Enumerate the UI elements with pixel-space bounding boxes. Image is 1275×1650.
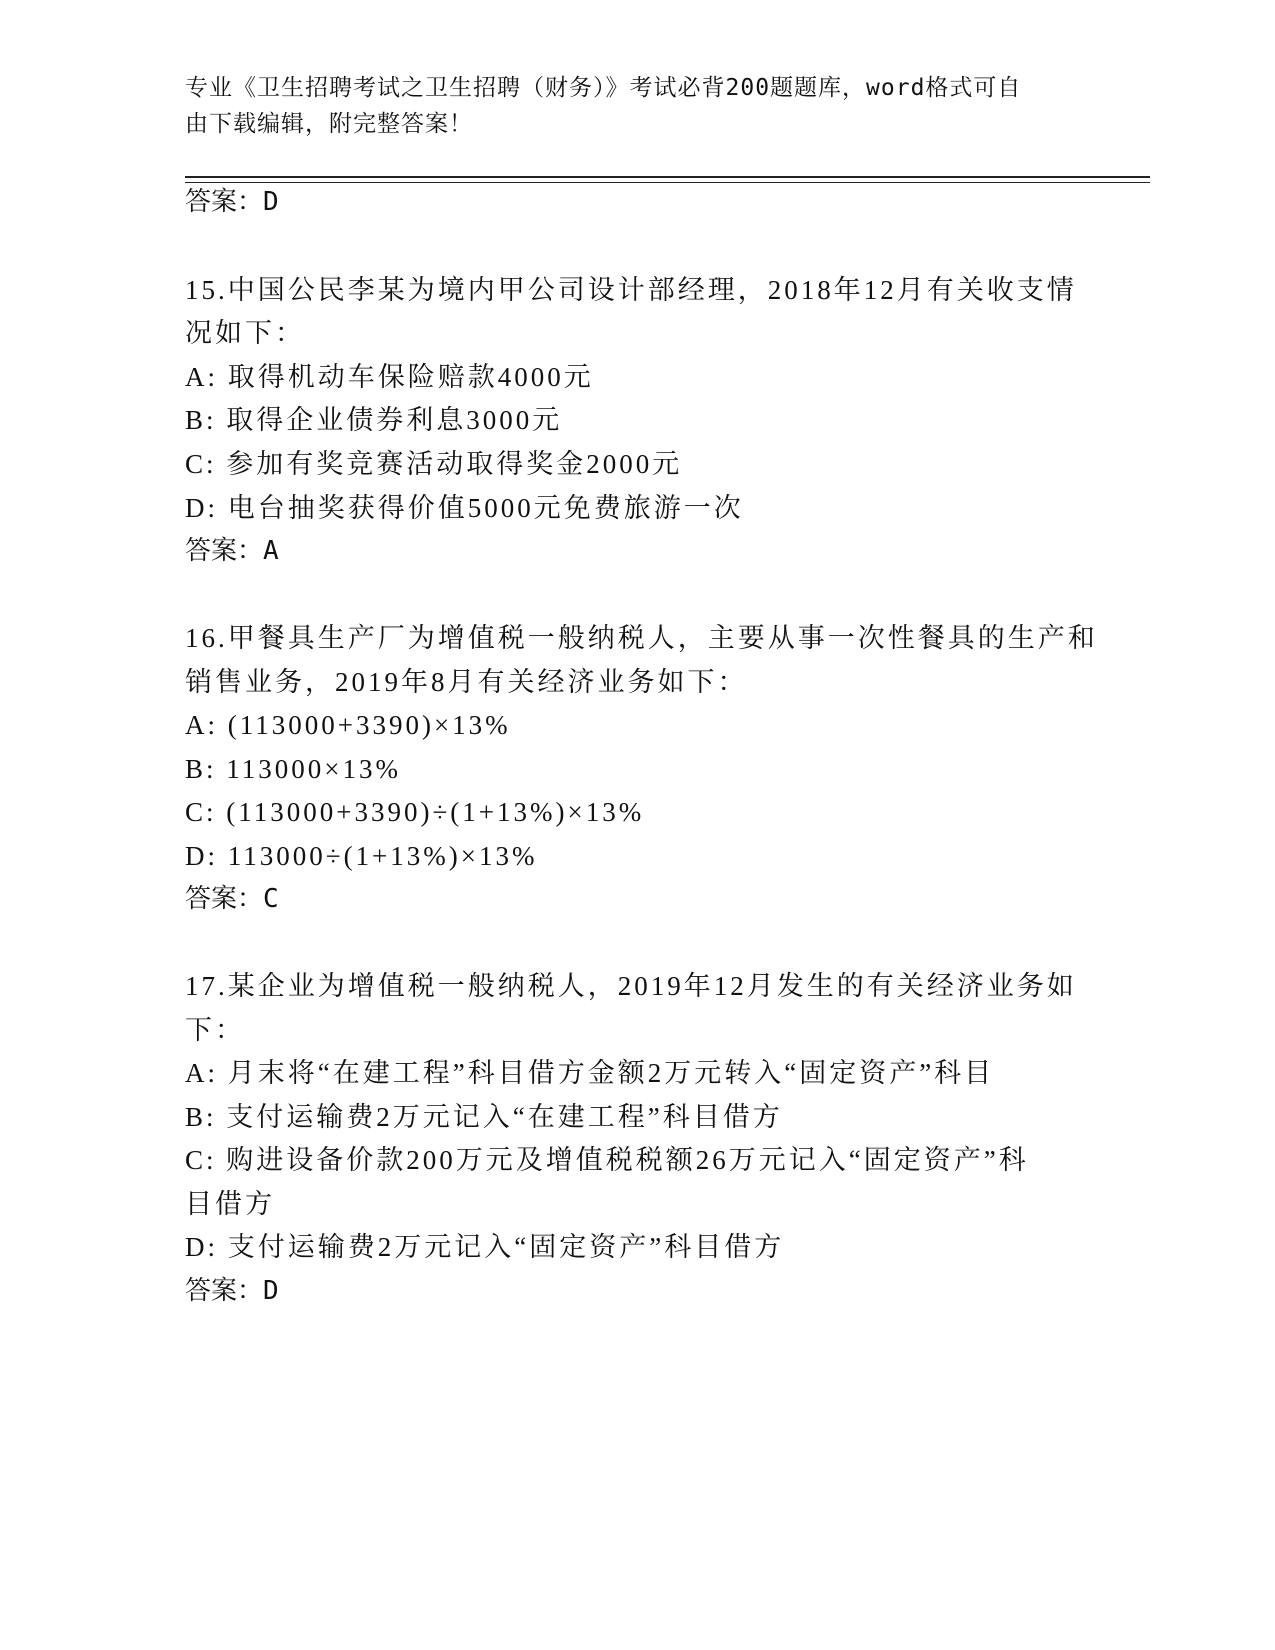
question-16-option-a: A: (113000+3390)×13% [185, 710, 511, 740]
question-15-option-a: A: 取得机动车保险赔款4000元 [185, 362, 594, 392]
question-17-option-b: B: 支付运输费2万元记入“在建工程”科目借方 [185, 1102, 783, 1132]
question-15-option-c: C: 参加有奖竞赛活动取得奖金2000元 [185, 449, 683, 479]
question-17-stem-line-2: 下： [185, 1015, 245, 1045]
question-17-option-a: A: 月末将“在建工程”科目借方金额2万元转入“固定资产”科目 [185, 1058, 995, 1088]
question-16-answer: 答案：C [185, 884, 279, 914]
question-17-option-c-continued: 目借方 [185, 1189, 275, 1219]
question-15-stem-line-2: 况如下： [185, 318, 305, 348]
question-17-option-c: C: 购进设备价款200万元及增值税税额26万元记入“固定资产”科 [185, 1145, 1029, 1175]
header-divider-thin [185, 182, 1150, 183]
previous-answer: 答案：D [185, 187, 279, 217]
question-15-stem-line-1: 15.中国公民李某为境内甲公司设计部经理，2018年12月有关收支情 [185, 275, 1077, 305]
document-header [185, 70, 1075, 142]
question-16-stem-line-1: 16.甲餐具生产厂为增值税一般纳税人，主要从事一次性餐具的生产和 [185, 623, 1098, 653]
header-line-1: 专业《卫生招聘考试之卫生招聘（财务）》考试必背200题题库，word格式可自 [185, 75, 1022, 101]
header-divider [185, 176, 1150, 178]
question-17-answer: 答案：D [185, 1276, 279, 1306]
question-15-option-d: D: 电台抽奖获得价值5000元免费旅游一次 [185, 493, 744, 523]
question-16-option-d: D: 113000÷(1+13%)×13% [185, 841, 538, 871]
question-17-option-d: D: 支付运输费2万元记入“固定资产”科目借方 [185, 1232, 785, 1262]
question-16-option-c: C: (113000+3390)÷(1+13%)×13% [185, 797, 645, 827]
header-line-2: 由下载编辑，附完整答案！ [185, 111, 473, 137]
question-15-answer: 答案：A [185, 536, 279, 566]
question-16-stem-line-2: 销售业务，2019年8月有关经济业务如下： [185, 667, 748, 697]
question-17-stem-line-1: 17.某企业为增值税一般纳税人，2019年12月发生的有关经济业务如 [185, 971, 1077, 1001]
question-15-option-b: B: 取得企业债券利息3000元 [185, 405, 563, 435]
question-16-option-b: B: 113000×13% [185, 754, 401, 784]
